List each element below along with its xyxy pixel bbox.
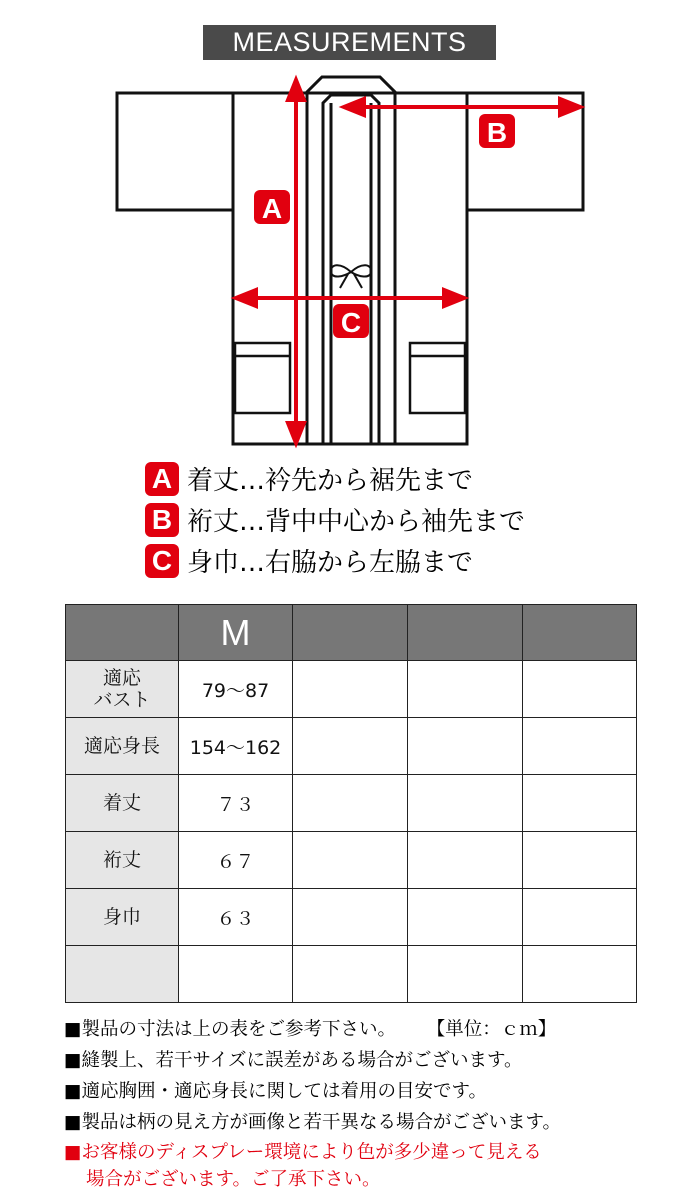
legend-row-b [145,499,525,540]
cell [293,946,408,1003]
measurement-legend [145,458,525,581]
note-2: ■縫製上、若干サイズに誤差がある場合がございます。 [64,1050,523,1071]
legend-badge-c: C [145,544,179,578]
legend-badge-b: B [145,503,179,537]
left-sleeve [117,93,235,210]
table-row [66,775,637,832]
cell [408,946,523,1003]
note-3: ■適応胸囲・適応身長に関しては着用の目安です。 [64,1081,488,1102]
note-1 [64,1014,561,1045]
cell-sleeve-m: ６７ [179,832,293,889]
cell [408,718,523,775]
header-size-4 [523,605,637,661]
cell [408,889,523,946]
cell [408,775,523,832]
note-4: ■製品は柄の見え方が画像と若干異なる場合がございます。 [64,1112,562,1133]
cell [523,661,637,718]
cell [523,718,637,775]
cell-bust-m: 79～87 [179,661,293,718]
diagram-label-b: B [486,117,508,148]
row-label-bust: 適応 バスト [66,661,179,718]
table-row [66,946,637,1003]
cell-width-m: ６３ [179,889,293,946]
measurements-title: MEASUREMENTS [203,25,496,60]
table-row [66,661,637,718]
cell [523,775,637,832]
header-size-2 [293,605,408,661]
happi-coat-diagram [0,0,700,450]
right-pocket [410,343,465,413]
cell [523,946,637,1003]
unit-label: 【単位：ｃｍ】 [435,1019,557,1040]
cell [408,832,523,889]
note-6: 場合がございます。ご了承下さい。 [86,1169,381,1190]
cell [293,832,408,889]
cell [293,889,408,946]
table-row [66,832,637,889]
header-size-3 [408,605,523,661]
size-header-row [66,605,637,661]
header-corner [66,605,179,661]
diagram-label-c: C [340,307,362,338]
cell [293,661,408,718]
cell [293,718,408,775]
cell [408,661,523,718]
row-label-sleeve: 裄丈 [66,832,179,889]
legend-text-c: 身巾…右脇から左脇まで [187,548,474,578]
legend-text-b: 裄丈…背中中心から袖先まで [187,507,526,537]
cell-height-m: 154～162 [179,718,293,775]
note-5: ■お客様のディスプレー環境により色が多少違って見える [64,1142,542,1163]
cell-length-m: ７３ [179,775,293,832]
left-pocket [235,343,290,413]
legend-row-a [145,458,525,499]
legend-badge-a: A [145,462,179,496]
row-label-empty [66,946,179,1003]
diagram-label-a: A [261,193,283,224]
cell [523,832,637,889]
notes [64,1014,561,1192]
cell [179,946,293,1003]
table-row [66,718,637,775]
legend-row-c [145,540,525,581]
header-size-m: M [179,605,293,661]
note-text: ■製品の寸法は上の表をご参考下さい。 [64,1019,396,1040]
legend-text-a: 着丈…衿先から裾先まで [187,466,474,496]
size-table [65,604,637,1003]
row-label-length: 着丈 [66,775,179,832]
row-label-width: 身巾 [66,889,179,946]
cell [293,775,408,832]
table-row [66,889,637,946]
row-label-height: 適応身長 [66,718,179,775]
cell [523,889,637,946]
